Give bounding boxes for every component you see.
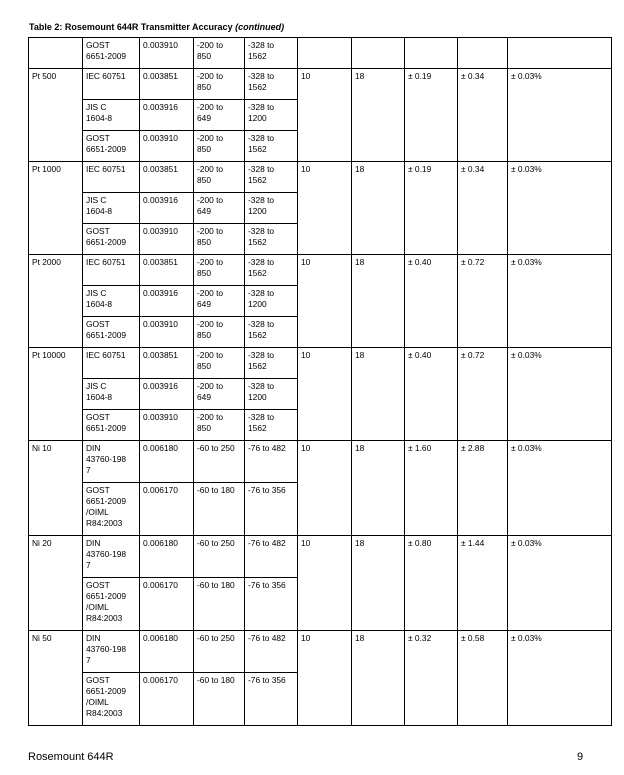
alpha-cell: 0.006170	[140, 673, 194, 726]
range-f-cell: -328 to 1562	[245, 131, 298, 162]
table-row	[29, 255, 612, 286]
sensor-type-cell: Pt 10000	[29, 348, 83, 441]
alpha-cell: 0.006170	[140, 578, 194, 631]
digital-cell: 18	[352, 162, 405, 255]
range-c-cell: -200 to 850	[194, 69, 245, 100]
range-f-cell: -328 to 1562	[245, 38, 298, 69]
standard-cell: GOST 6651-2009	[83, 317, 140, 348]
range-f-cell: -328 to 1562	[245, 162, 298, 193]
range-c-cell: -60 to 180	[194, 578, 245, 631]
range-f-cell: -76 to 356	[245, 673, 298, 726]
range-f-cell: -328 to 1200	[245, 379, 298, 410]
digital-cell: 18	[352, 631, 405, 726]
range-f-cell: -328 to 1562	[245, 410, 298, 441]
accuracy-c-cell: ± 0.32	[405, 631, 458, 726]
standard-cell: JIS C 1604-8	[83, 193, 140, 224]
range-c-cell: -200 to 850	[194, 348, 245, 379]
range-f-cell: -328 to 1200	[245, 100, 298, 131]
da-accuracy-cell: ± 0.03%	[508, 162, 612, 255]
digital-cell: 18	[352, 536, 405, 631]
alpha-cell: 0.006180	[140, 536, 194, 578]
alpha-cell: 0.006180	[140, 631, 194, 673]
sensor-type-cell: Pt 2000	[29, 255, 83, 348]
sensor-type-cell: Ni 50	[29, 631, 83, 726]
standard-cell: IEC 60751	[83, 162, 140, 193]
sensor-type-cell: Pt 500	[29, 69, 83, 162]
alpha-cell: 0.003851	[140, 255, 194, 286]
sensor-type-cell	[29, 38, 83, 69]
da-accuracy-cell: ± 0.03%	[508, 69, 612, 162]
range-c-cell: -60 to 250	[194, 536, 245, 578]
range-c-cell: -200 to 850	[194, 131, 245, 162]
table-title: Table 2: Rosemount 644R Transmitter Accuracy (continued)	[29, 22, 285, 32]
da-accuracy-cell: ± 0.03%	[508, 441, 612, 536]
alpha-cell: 0.003851	[140, 162, 194, 193]
standard-cell: IEC 60751	[83, 348, 140, 379]
accuracy-c-cell: ± 0.80	[405, 536, 458, 631]
standard-cell: GOST 6651-2009	[83, 410, 140, 441]
range-c-cell: -60 to 250	[194, 441, 245, 483]
alpha-cell: 0.003916	[140, 379, 194, 410]
alpha-cell: 0.006180	[140, 441, 194, 483]
standard-cell: JIS C 1604-8	[83, 379, 140, 410]
min-span-cell: 10	[298, 162, 352, 255]
standard-cell: IEC 60751	[83, 255, 140, 286]
standard-cell: IEC 60751	[83, 69, 140, 100]
range-c-cell: -200 to 649	[194, 193, 245, 224]
alpha-cell: 0.003916	[140, 193, 194, 224]
min-span-cell	[298, 38, 352, 69]
standard-cell: JIS C 1604-8	[83, 286, 140, 317]
range-c-cell: -200 to 850	[194, 162, 245, 193]
table-row	[29, 69, 612, 100]
accuracy-c-cell: ± 0.19	[405, 162, 458, 255]
alpha-cell: 0.003916	[140, 286, 194, 317]
range-f-cell: -328 to 1562	[245, 224, 298, 255]
alpha-cell: 0.003910	[140, 38, 194, 69]
min-span-cell: 10	[298, 536, 352, 631]
range-f-cell: -328 to 1562	[245, 69, 298, 100]
alpha-cell: 0.003910	[140, 131, 194, 162]
table-row	[29, 441, 612, 483]
alpha-cell: 0.006170	[140, 483, 194, 536]
da-accuracy-cell: ± 0.03%	[508, 536, 612, 631]
range-f-cell: -76 to 482	[245, 536, 298, 578]
range-f-cell: -328 to 1200	[245, 193, 298, 224]
sensor-type-cell: Pt 1000	[29, 162, 83, 255]
standard-cell: DIN 43760-198 7	[83, 631, 140, 673]
accuracy-f-cell: ± 0.34	[458, 162, 508, 255]
range-c-cell: -60 to 250	[194, 631, 245, 673]
accuracy-f-cell: ± 2.88	[458, 441, 508, 536]
range-f-cell: -76 to 482	[245, 631, 298, 673]
digital-cell: 18	[352, 441, 405, 536]
table-row	[29, 348, 612, 379]
digital-cell	[352, 38, 405, 69]
accuracy-c-cell: ± 0.40	[405, 348, 458, 441]
da-accuracy-cell: ± 0.03%	[508, 348, 612, 441]
min-span-cell: 10	[298, 255, 352, 348]
page-number: 9	[577, 751, 584, 763]
standard-cell: GOST 6651-2009 /OIML R84:2003	[83, 578, 140, 631]
standard-cell: DIN 43760-198 7	[83, 441, 140, 483]
range-c-cell: -200 to 850	[194, 410, 245, 441]
min-span-cell: 10	[298, 631, 352, 726]
standard-cell: JIS C 1604-8	[83, 100, 140, 131]
standard-cell: GOST 6651-2009	[83, 224, 140, 255]
accuracy-table	[28, 37, 612, 726]
alpha-cell: 0.003851	[140, 69, 194, 100]
sensor-type-cell: Ni 10	[29, 441, 83, 536]
footer-doc-name: Rosemount 644R	[28, 751, 114, 763]
table-row	[29, 162, 612, 193]
accuracy-f-cell: ± 0.34	[458, 69, 508, 162]
table-row	[29, 38, 612, 69]
standard-cell: DIN 43760-198 7	[83, 536, 140, 578]
digital-cell: 18	[352, 348, 405, 441]
table-row	[29, 536, 612, 578]
accuracy-f-cell: ± 1.44	[458, 536, 508, 631]
range-c-cell: -60 to 180	[194, 483, 245, 536]
accuracy-c-cell	[405, 38, 458, 69]
range-f-cell: -328 to 1200	[245, 286, 298, 317]
da-accuracy-cell: ± 0.03%	[508, 255, 612, 348]
standard-cell: GOST 6651-2009 /OIML R84:2003	[83, 483, 140, 536]
range-f-cell: -328 to 1562	[245, 255, 298, 286]
standard-cell: GOST 6651-2009 /OIML R84:2003	[83, 673, 140, 726]
digital-cell: 18	[352, 255, 405, 348]
table-row	[29, 631, 612, 673]
min-span-cell: 10	[298, 69, 352, 162]
range-f-cell: -76 to 482	[245, 441, 298, 483]
range-f-cell: -328 to 1562	[245, 317, 298, 348]
range-c-cell: -200 to 850	[194, 38, 245, 69]
alpha-cell: 0.003910	[140, 224, 194, 255]
accuracy-f-cell	[458, 38, 508, 69]
accuracy-f-cell: ± 0.72	[458, 348, 508, 441]
alpha-cell: 0.003916	[140, 100, 194, 131]
accuracy-c-cell: ± 0.40	[405, 255, 458, 348]
accuracy-f-cell: ± 0.58	[458, 631, 508, 726]
da-accuracy-cell	[508, 38, 612, 69]
accuracy-f-cell: ± 0.72	[458, 255, 508, 348]
min-span-cell: 10	[298, 441, 352, 536]
range-c-cell: -200 to 649	[194, 100, 245, 131]
range-c-cell: -200 to 850	[194, 255, 245, 286]
range-f-cell: -76 to 356	[245, 578, 298, 631]
min-span-cell: 10	[298, 348, 352, 441]
range-c-cell: -200 to 649	[194, 286, 245, 317]
alpha-cell: 0.003851	[140, 348, 194, 379]
range-c-cell: -200 to 850	[194, 317, 245, 348]
digital-cell: 18	[352, 69, 405, 162]
standard-cell: GOST 6651-2009	[83, 38, 140, 69]
standard-cell: GOST 6651-2009	[83, 131, 140, 162]
range-f-cell: -76 to 356	[245, 483, 298, 536]
range-f-cell: -328 to 1562	[245, 348, 298, 379]
da-accuracy-cell: ± 0.03%	[508, 631, 612, 726]
alpha-cell: 0.003910	[140, 317, 194, 348]
accuracy-c-cell: ± 1.60	[405, 441, 458, 536]
sensor-type-cell: Ni 20	[29, 536, 83, 631]
range-c-cell: -200 to 649	[194, 379, 245, 410]
range-c-cell: -200 to 850	[194, 224, 245, 255]
alpha-cell: 0.003910	[140, 410, 194, 441]
accuracy-c-cell: ± 0.19	[405, 69, 458, 162]
range-c-cell: -60 to 180	[194, 673, 245, 726]
